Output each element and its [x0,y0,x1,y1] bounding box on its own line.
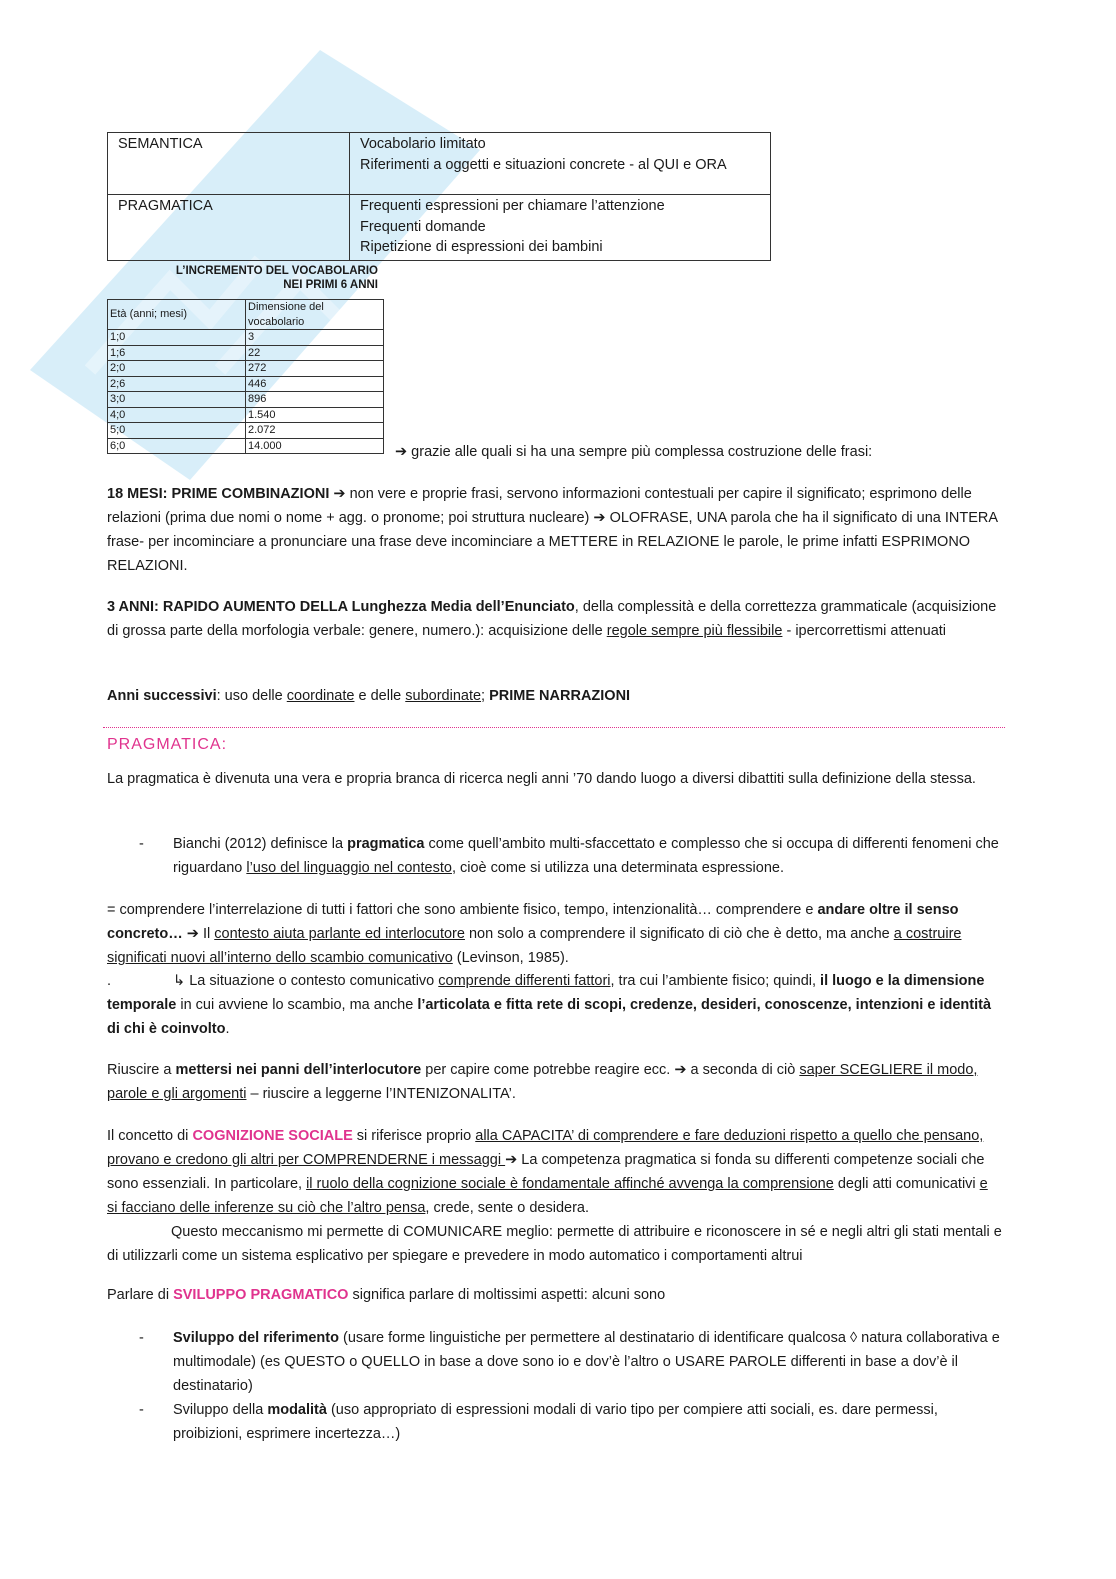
bold-text: 18 MESI: PRIME COMBINAZIONI [107,486,330,502]
cell-size: 14.000 [246,438,384,454]
paragraph-panni [107,1058,1002,1106]
row-label: SEMANTICA [108,133,350,195]
bold-text: andare oltre il senso concreto… [107,902,959,942]
bullet-text [173,1398,1002,1446]
text: si riferisce proprio [352,1128,476,1144]
cell-age: 3;0 [108,392,246,408]
text: = comprendere l’interrelazione di tutti i fattori che sono ambiente fisico, tempo, intenzionalità… comprendere e [107,902,818,918]
text: Bianchi (2012) definisce la [173,836,348,852]
underlined-text: subordinate [405,688,482,704]
vocab-title-line: L’INCREMENTO DEL VOCABOLARIO [175,265,378,277]
text: e delle [354,688,406,704]
paragraph-18-mesi [107,482,1002,578]
row-label: PRAGMATICA [108,195,350,261]
row-content [350,133,771,195]
underlined-text: saper SCEGLIERE il modo, parole e gli argomenti [107,1062,978,1102]
table-row [108,407,384,423]
cell-size: 446 [246,376,384,392]
cell-age: 5;0 [108,423,246,439]
underlined-text: il ruolo della cognizione sociale è fondamentale affinché avvenga la comprensione [306,1176,834,1192]
text: Parlare di [107,1287,174,1303]
highlight-text: SVILUPPO PRAGMATICO [173,1287,349,1303]
vocab-table [107,299,384,454]
text: Sviluppo della [173,1402,268,1418]
underlined-text: l’uso del linguaggio nel contesto [246,860,452,876]
table-row [108,376,384,392]
paragraph-anni-successivi [107,684,1002,708]
text: in cui avviene lo scambio, ma anche [176,997,418,1013]
cell-size: 3 [246,330,384,346]
text: (uso appropriato di espressioni modali di vario tipo per compiere atti sociali, es. dare permessi, proibizioni, esprimere incertezza…) [173,1402,938,1442]
underlined-text: regole sempre più flessibile [606,623,783,639]
table-row [108,361,384,377]
bullet-modalita [107,1398,1002,1446]
text: , della complessità e della correttezza grammaticale (acquisizione di grossa parte della morfologia verbale: genere, numero.): acquisizione delle [107,599,997,639]
table-row [108,392,384,408]
text: ➔ Il [182,926,215,942]
bold-text: 3 ANNI: RAPIDO AUMENTO DELLA Lunghezza Media dell’Enunciato [107,599,575,615]
table-row [108,438,384,454]
text: . [225,1021,230,1037]
text: ↳ La situazione o contesto comunicativo [173,973,439,989]
text: . [107,973,112,989]
after-table-text: ➔ grazie alle quali si ha una sempre più complessa costruzione delle frasi: [395,444,873,460]
table-row [108,133,771,195]
text: (usare forme linguistiche per permettere al destinatario di identificare qualcosa ◊ natura collaborativa e multimodale) (es QUESTO o QUELLO in base a dove sono io e dov’è l’altro o USARE PAROLE differenti in base a dov’è il destinatario) [173,1330,1000,1394]
row-line: Riferimenti a oggetti e situazioni concrete - al QUI e ORA [360,156,727,173]
paragraph-3-anni [107,595,1002,643]
vocab-table-title [168,264,378,292]
text: significa parlare di moltissimi aspetti: alcuni sono [348,1287,666,1303]
text: per capire come potrebbe reagire ecc. ➔ a seconda di ciò [421,1062,800,1078]
semantics-pragmatics-table [107,132,771,261]
underlined-text: comprende differenti fattori [438,973,611,989]
text: – riuscire a leggerne l’INTENIZONALITA’. [246,1086,516,1102]
underlined-text: contesto aiuta parlante ed interlocutore [214,926,465,942]
cell-size: 22 [246,345,384,361]
section-heading: PRAGMATICA: [107,736,228,753]
bold-text: l’articolata e fitta rete di scopi, credenze, desideri, conoscenze, intenzioni e identità di chi è coinvolto [107,997,992,1037]
header-age: Età (anni; mesi) [108,300,246,330]
text: come quell’ambito multi-sfaccettato e complesso che si occupa di differenti fenomeni che riguardano [173,836,999,876]
paragraph-cognizione [107,1124,1002,1268]
bold-text: il luogo e la dimensione temporale [107,973,985,1013]
cell-age: 6;0 [108,438,246,454]
bullet-dash: - [139,1330,144,1346]
cell-age: 1;0 [108,330,246,346]
vocab-title-line: NEI PRIMI 6 ANNI [283,279,378,291]
text: ➔ non vere e proprie frasi, servono informazioni contestuali per capire il significato; esprimono delle relazioni (prima due nomi o nome + agg. o pronome; poi struttura nucleare) ➔ OLOFRASE, UNA parola che ha il significato di una INTERA frase- per incominciare a pronunciare una frase deve incominciare a METTERE in RELAZIONE le parole, le prime infatti ESPRIMONO RELAZIONI. [107,486,998,574]
cell-age: 4;0 [108,407,246,423]
underlined-text: alla CAPACITA’ di comprendere e fare deduzioni rispetto a quello che pensano, provano e credono gli altri per COMPRENDERNE i messaggi [107,1128,984,1168]
table-header-row [108,300,384,330]
text: non solo a comprendere il significato di ciò che è detto, ma anche [464,926,894,942]
table-row [108,195,771,261]
bullet-dash: - [139,1402,144,1418]
text: ; [481,688,490,704]
row-line: Vocabolario limitato [360,136,486,152]
row-line: Frequenti espressioni per chiamare l’attenzione [360,198,665,214]
cell-size: 1.540 [246,407,384,423]
text: Riuscire a [107,1062,176,1078]
text: degli atti comunicativi [833,1176,980,1192]
bullet-bianchi [107,832,1002,880]
bullet-text [173,832,1002,880]
text: , tra cui l’ambiente fisico; quindi, [610,973,821,989]
cell-size: 2.072 [246,423,384,439]
row-line: Frequenti domande [360,218,486,235]
bold-text: Sviluppo del riferimento [173,1330,339,1346]
text: (Levinson, 1985). [452,950,569,966]
bold-text: mettersi nei panni dell’interlocutore [175,1062,422,1078]
text: - ipercorrettismi attenuati [782,623,947,639]
bold-text: pragmatica [347,836,425,852]
cell-size: 272 [246,361,384,377]
table-row [108,330,384,346]
cell-size: 896 [246,392,384,408]
bullet-riferimento [107,1326,1002,1398]
underlined-text: a costruire significati nuovi all’interno dello scambio comunicativo [107,926,962,966]
underlined-text: e si facciano delle inferenze su ciò che l’altro pensa [107,1176,988,1216]
row-content [350,195,771,261]
table-row [108,345,384,361]
table-row [108,423,384,439]
paragraph-sviluppo [107,1283,1002,1307]
section-divider [103,727,1005,728]
paragraph-comprendere [107,898,1002,970]
highlight-text: COGNIZIONE SOCIALE [192,1128,353,1144]
bold-text: PRIME NARRAZIONI [489,688,631,704]
cell-age: 2;0 [108,361,246,377]
bold-text: modalità [267,1402,327,1418]
cell-age: 2;6 [108,376,246,392]
text: , cioè come si utilizza una determinata espressione. [451,860,784,876]
text: , crede, sente o desidera. [425,1200,590,1216]
header-size: Dimensione del vocabolario [246,300,384,330]
text: Il concetto di [107,1128,193,1144]
row-line: Ripetizione di espressioni dei bambini [360,239,603,255]
bullet-text [173,1326,1002,1398]
text: Questo meccanismo mi permette di COMUNICARE meglio: permette di attribuire e riconoscere in sé e negli altri gli stati mentali e di utilizzarli come un sistema esplicativo per spiegare e prevedere in modo automatico i comportamenti altrui [107,1224,1002,1264]
underlined-text: coordinate [286,688,355,704]
paragraph-intro: La pragmatica è divenuta una vera e propria branca di ricerca negli anni ’70 dando luogo a diversi dibattiti sulla definizione della stessa. [107,771,976,787]
cell-age: 1;6 [108,345,246,361]
text: ➔ La competenza pragmatica si fonda su differenti competenze sociali che sono essenziali. In particolare, [107,1152,985,1192]
bold-text: Anni successivi [107,688,217,704]
bullet-dash: - [139,836,144,852]
paragraph-situazione [107,969,1002,1041]
text: : uso delle [216,688,287,704]
